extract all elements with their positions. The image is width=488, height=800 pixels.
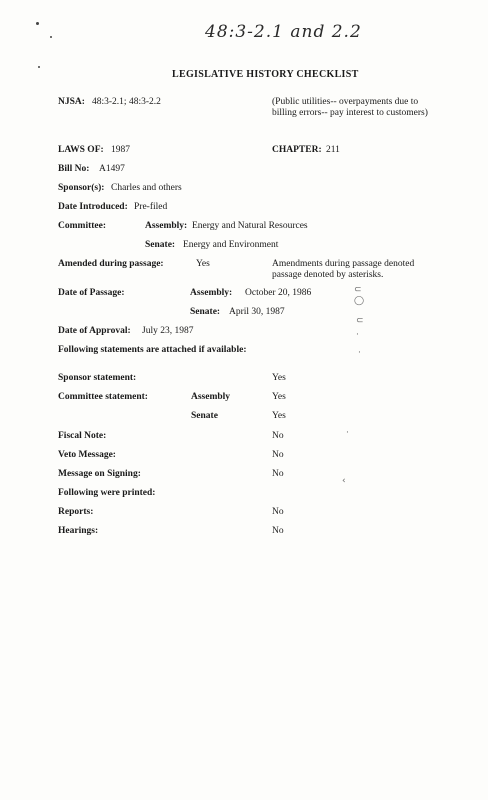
page-title: LEGISLATIVE HISTORY CHECKLIST — [172, 69, 359, 80]
committee-statement-assembly-value: Yes — [272, 392, 286, 402]
margin-mark: · — [358, 348, 361, 358]
passage-senate-label: Senate: — [190, 307, 221, 317]
passage-senate-value: April 30, 1987 — [229, 307, 285, 317]
date-of-approval-value: July 23, 1987 — [142, 326, 194, 336]
njsa-label: NJSA: — [58, 97, 85, 107]
amended-note: Amendments during passage denoted passage denoted by asterisks. — [272, 259, 415, 280]
date-introduced-value: Pre-filed — [134, 202, 168, 212]
margin-mark: ‹ — [342, 476, 346, 486]
following-printed-heading: Following were printed: — [58, 488, 156, 498]
sponsors-value: Charles and others — [111, 183, 182, 193]
margin-mark: ⊂ — [354, 285, 362, 295]
committee-label: Committee: — [58, 221, 107, 231]
reports-label: Reports: — [58, 507, 94, 517]
committee-statement-label: Committee statement: — [58, 392, 148, 402]
following-attached-heading: Following statements are attached if available: — [58, 345, 247, 355]
margin-mark: · — [356, 330, 359, 340]
committee-senate-value: Energy and Environment — [183, 240, 279, 250]
date-introduced-label: Date Introduced: — [58, 202, 128, 212]
sponsor-statement-label: Sponsor statement: — [58, 373, 137, 383]
laws-of-value: 1987 — [111, 145, 130, 155]
hearings-label: Hearings: — [58, 526, 99, 536]
margin-mark: ◯ — [354, 296, 365, 306]
passage-assembly-value: October 20, 1986 — [245, 288, 312, 298]
committee-assembly-label: Assembly: — [145, 221, 188, 231]
fiscal-note-label: Fiscal Note: — [58, 431, 107, 441]
sponsor-statement-value: Yes — [272, 373, 286, 383]
message-on-signing-value: No — [272, 469, 284, 479]
amended-value: Yes — [196, 259, 210, 269]
date-of-passage-label: Date of Passage: — [58, 288, 125, 298]
date-of-approval-label: Date of Approval: — [58, 326, 131, 336]
bill-no-label: Bill No: — [58, 164, 90, 174]
margin-mark: ⊂ — [356, 316, 364, 326]
bill-no-value: A1497 — [99, 164, 125, 174]
amended-label: Amended during passage: — [58, 259, 164, 269]
scan-speck — [36, 22, 39, 25]
hearings-value: No — [272, 526, 284, 536]
veto-message-label: Veto Message: — [58, 450, 116, 460]
committee-assembly-value: Energy and Natural Resources — [192, 221, 308, 231]
fiscal-note-value: No — [272, 431, 284, 441]
reports-value: No — [272, 507, 284, 517]
committee-senate-label: Senate: — [145, 240, 176, 250]
message-on-signing-label: Message on Signing: — [58, 469, 141, 479]
passage-assembly-label: Assembly: — [190, 288, 233, 298]
chapter-label: CHAPTER: — [272, 145, 322, 155]
committee-statement-senate-label: Senate — [191, 411, 218, 421]
veto-message-value: No — [272, 450, 284, 460]
handwritten-citation: 48:3-2.1 and 2.2 — [205, 22, 362, 42]
njsa-note: (Public utilities-- overpayments due to billing errors-- pay interest to customers) — [272, 97, 428, 118]
scan-speck — [38, 66, 40, 68]
committee-statement-senate-value: Yes — [272, 411, 286, 421]
laws-of-label: LAWS OF: — [58, 145, 104, 155]
chapter-value: 211 — [326, 145, 340, 155]
scan-speck — [50, 36, 52, 38]
njsa-value: 48:3-2.1; 48:3-2.2 — [92, 97, 161, 107]
sponsors-label: Sponsor(s): — [58, 183, 105, 193]
margin-mark: · — [346, 428, 349, 438]
committee-statement-assembly-label: Assembly — [191, 392, 231, 402]
